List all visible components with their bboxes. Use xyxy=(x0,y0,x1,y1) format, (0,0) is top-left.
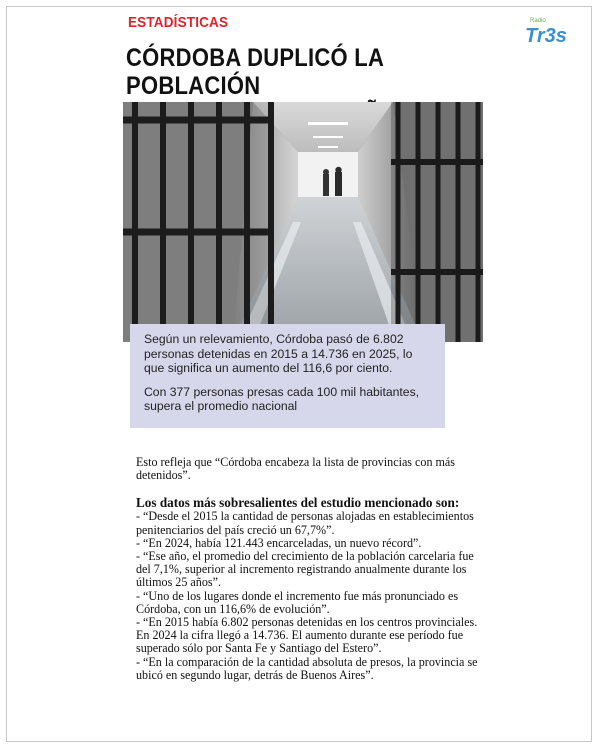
intro-paragraph: Esto refleja que “Córdoba encabeza la lista de provincias con más detenidos”. xyxy=(136,455,456,483)
section-label: ESTADÍSTICAS xyxy=(128,14,229,31)
subheading: Los datos más sobresalientes del estudio mencionado son: xyxy=(136,495,460,511)
logo-small-text: Radio xyxy=(530,18,546,24)
logo-text: Tr3s xyxy=(525,25,567,47)
list-item: - “En la comparación de la cantidad absoluta de presos, la provincia se ubicó en segundo lugar, detrás de Buenos Aires”. xyxy=(136,654,478,682)
summary-paragraph-2: Con 377 personas presas cada 100 mil habitantes, supera el promedio nacional xyxy=(144,384,420,413)
summary-box xyxy=(130,324,445,428)
list-item: - “En 2015 había 6.802 personas detenidas en los centros provinciales. En 2024 la cifra llegó a 14.736. El aumento durante ese período fue superado sólo por Santa Fe y Santiago del Estero”. xyxy=(136,615,478,656)
list-item: - “Ese año, el promedio del crecimiento de la población carcelaria fue del 7,1%, superior al incremento registrando anualmente durante los últimos 25 años”. xyxy=(136,549,474,590)
prison-corridor-photo xyxy=(123,102,483,342)
summary-paragraph-1: Según un relevamiento, Córdoba pasó de 6.802 personas detenidas en 2015 a 14.736 en 2025, lo que significa un aumento del 116,6 por ciento. xyxy=(144,332,413,375)
list-item: - “Uno de los lugares donde el incremento fue más pronunciado es Córdoba, con un 116,6% de evolución”. xyxy=(136,588,459,616)
headline-line-1: CÓRDOBA DUPLICÓ LA POBLACIÓN xyxy=(126,44,384,100)
list-item: - “En 2024, había 121.443 encarceladas, un nuevo récord”. xyxy=(136,535,422,550)
list-item: - “Desde el 2015 la cantidad de personas alojadas en establecimientos penitenciarios del país creció un 67,7%”. xyxy=(136,509,474,537)
article-body xyxy=(136,456,481,682)
radio-tres-logo xyxy=(522,14,576,48)
